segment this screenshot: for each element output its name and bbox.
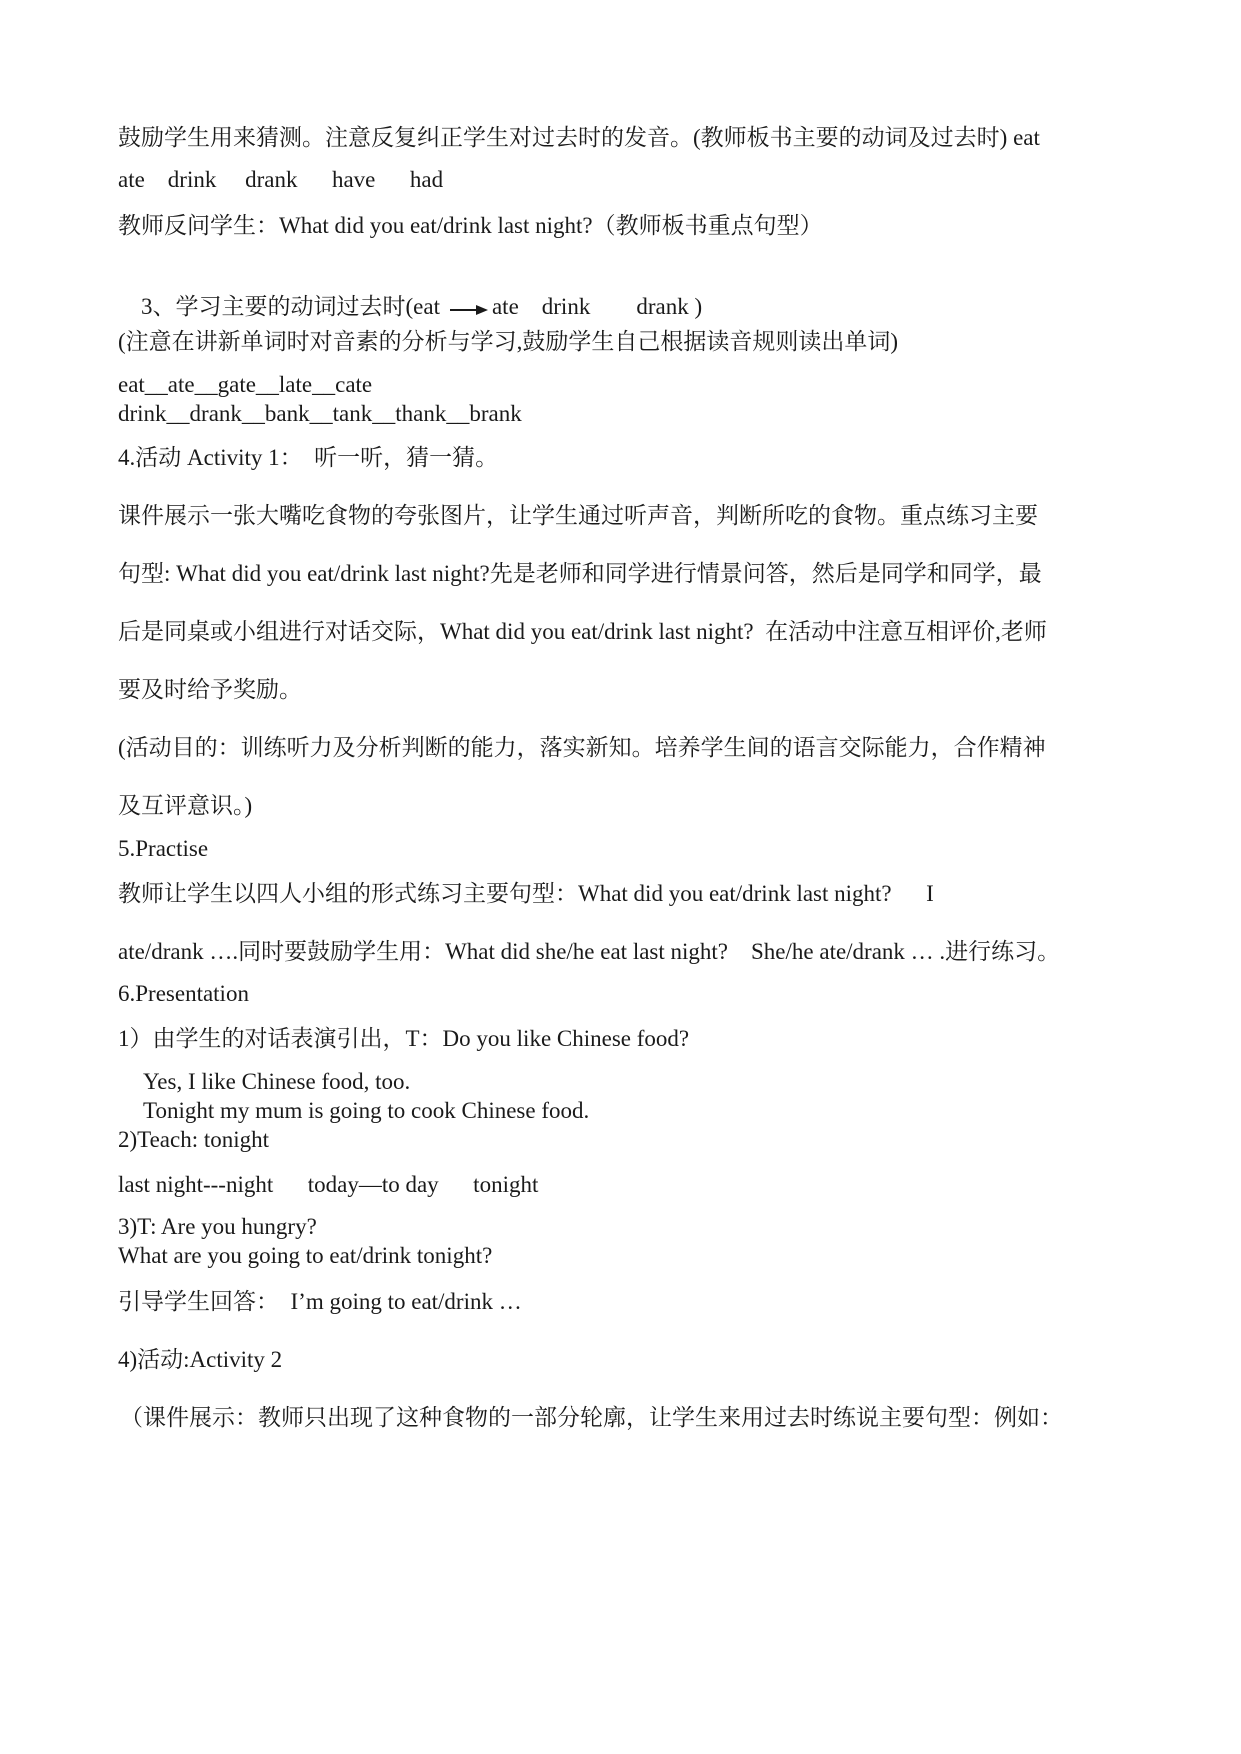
text-line: What are you going to eat/drink tonight?	[118, 1243, 493, 1268]
text-line: 1）由学生的对话表演引出，T：Do you like Chinese food?	[118, 1026, 690, 1051]
text-segment: ate drink drank )	[491, 294, 703, 319]
text-segment: 3、学习主要的动词过去时(eat	[141, 294, 440, 319]
text-line: 句型: What did you eat/drink last night?先是老师和同学进行情景问答，然后是同学和同学，最	[118, 561, 1042, 586]
text-line: (注意在讲新单词时对音素的分析与学习,鼓励学生自己根据读音规则读出单词)	[118, 329, 899, 354]
text-line: 引导学生回答： I’m going to eat/drink …	[118, 1289, 522, 1314]
text-line: 4)活动:Activity 2	[118, 1347, 283, 1372]
text-line: Yes, I like Chinese food, too.	[143, 1069, 411, 1094]
text-line: 要及时给予奖励。	[118, 677, 302, 702]
text-line: 教师反问学生：What did you eat/drink last night?（教师板书重点句型）	[118, 213, 823, 238]
right-arrow-icon	[450, 297, 488, 320]
text-line: ate drink drank have had	[118, 167, 444, 192]
text-line: last night---night today—to day tonight	[118, 1172, 539, 1197]
text-line: drink__drank__bank__tank__thank__brank	[118, 401, 522, 426]
text-line: 3)T: Are you hungry?	[118, 1214, 317, 1239]
text-line: 2)Teach: tonight	[118, 1127, 270, 1152]
text-line: 课件展示一张大嘴吃食物的夸张图片，让学生通过听声音，判断所吃的食物。重点练习主要	[118, 503, 1038, 528]
text-line: 教师让学生以四人小组的形式练习主要句型：What did you eat/drink last night? I	[118, 881, 934, 906]
text-line: 6.Presentation	[118, 981, 249, 1006]
text-line: 4.活动 Activity 1： 听一听，猜一猜。	[118, 445, 499, 470]
text-line: eat__ate__gate__late__cate	[118, 372, 373, 397]
text-line: 5.Practise	[118, 836, 209, 861]
text-line: （课件展示：教师只出现了这种食物的一部分轮廓，让学生来用过去时练说主要句型：例如：	[120, 1405, 1063, 1430]
text-line: Tonight my mum is going to cook Chinese food.	[143, 1098, 590, 1123]
text-line: 鼓励学生用来猜测。注意反复纠正学生对过去时的发音。(教师板书主要的动词及过去时) eat	[118, 125, 1040, 150]
text-line: ate/drank ….同时要鼓励学生用：What did she/he eat last night? She/he ate/drank … .进行练习。	[118, 939, 1061, 964]
text-line: 后是同桌或小组进行对话交际，What did you eat/drink last night? 在活动中注意互相评价,老师	[118, 619, 1047, 644]
text-line: (活动目的：训练听力及分析判断的能力，落实新知。培养学生间的语言交际能力，合作精神	[118, 735, 1046, 760]
text-line: 及互评意识。)	[118, 793, 253, 818]
